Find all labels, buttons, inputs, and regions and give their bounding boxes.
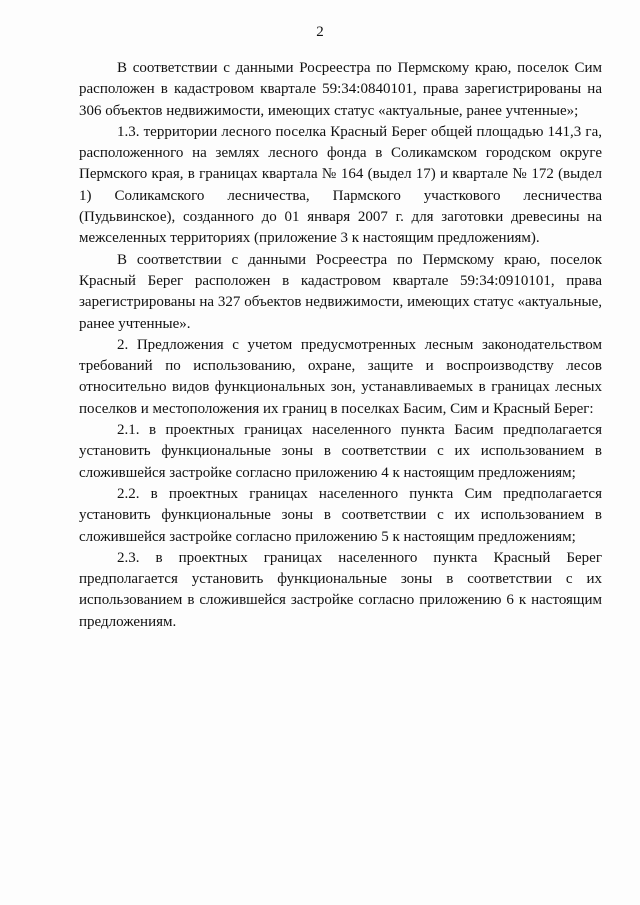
paragraph-1-3-krasny-bereg-territory: 1.3. территории лесного поселка Красный Берег общей площадью 141,3 га, расположенного на землях лесного фонда в Соликамском городском округе Пермского края, в границах квартала № 164 (выдел 17) и квартале № 172 (выдел 1) Соликамского лесничества, Пармского участкового лесничества (Пудьвинское), созданного до 01 января 2007 г. для заготовки древесины на межселенных территориях (приложение 3 к настоящим предложениям). <box>79 123 602 247</box>
document-body <box>79 58 602 633</box>
page-number: 2 <box>316 24 324 40</box>
paragraph-2-3-krasny-bereg: 2.3. в проектных границах населенного пункта Красный Берег предполагается установить функциональные зоны в соответствии с их использованием в сложившейся застройке согласно приложению 6 к настоящим предложениям. <box>79 549 602 630</box>
paragraph-2-1-basim: 2.1. в проектных границах населенного пункта Басим предполагается установить функциональные зоны в соответствии с их использованием в сложившейся застройке согласно приложению 4 к настоящим предложениям; <box>79 422 602 481</box>
paragraph-2-2-sim: 2.2. в проектных границах населенного пункта Сим предполагается установить функциональные зоны в соответствии с их использованием в сложившейся застройке согласно приложению 5 к настоящим предложениям; <box>79 485 602 545</box>
paragraph-sim-rosreestr: В соответствии с данными Росреестра по Пермскому краю, поселок Сим расположен в кадастровом квартале 59:34:0840101, права зарегистрированы на 306 объектов недвижимости, имеющих статус «актуальные, ранее учтенные»; <box>79 60 602 119</box>
paragraph-2-proposals: 2. Предложения с учетом предусмотренных лесным законодательством требований по использованию, охране, защите и воспроизводству лесов относительно видов функциональных зон, устанавливаемых в границах лесных поселков и местоположения их границ в поселках Басим, Сим и Красный Берег: <box>79 336 602 417</box>
paragraph-krasny-bereg-rosreestr: В соответствии с данными Росреестра по Пермскому краю, поселок Красный Берег расположен в кадастровом квартале 59:34:0910101, права зарегистрированы на 327 объектов недвижимости, имеющих статус «актуальные, ранее учтенные». <box>79 251 602 332</box>
